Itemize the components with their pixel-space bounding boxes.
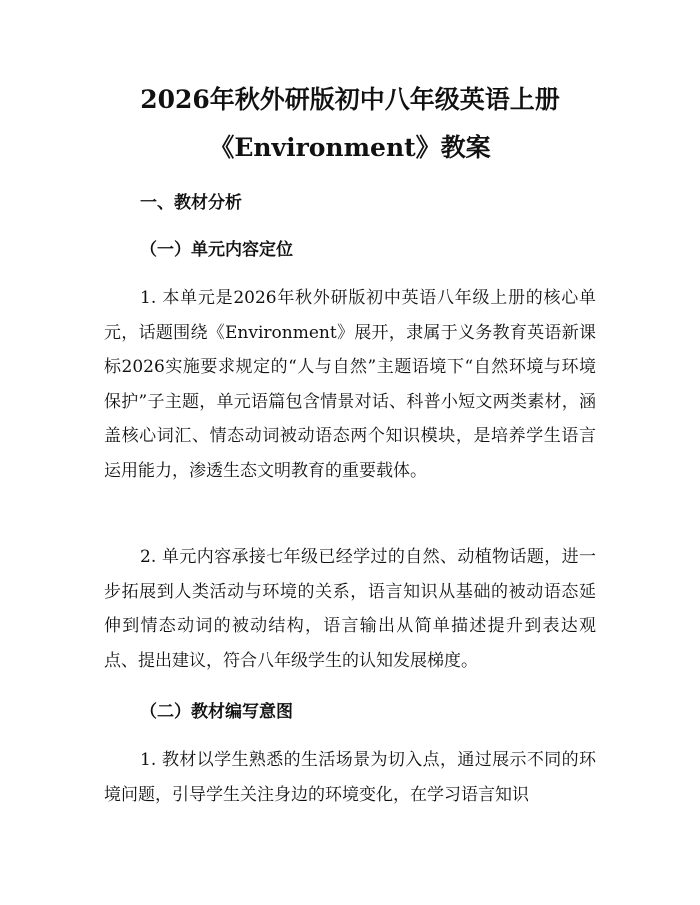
section-heading-textbook-analysis: 一、教材分析 <box>140 193 242 213</box>
paragraph-compilation-intent-1: 1. 教材以学生熟悉的生活场景为切入点，通过展示不同的环境问题，引导学生关注身边的环境变化，在学习语言知识 <box>104 750 596 805</box>
document-title-line-2: 《Environment》教案 <box>209 133 491 162</box>
subsection-heading-compilation-intent: （二）教材编写意图 <box>140 702 293 722</box>
paragraph-unit-positioning-1: 1. 本单元是2026年秋外研版初中英语八年级上册的核心单元，话题围绕《Environment》展开，隶属于义务教育英语新课标2026实施要求规定的“人与自然”主题语境下“自然环境与环境保护”子主题，单元语篇包含情景对话、科普小短文两类素材，涵盖核心词汇、情态动词被动语态两个知识模块，是培养学生语言运用能力，渗透生态文明教育的重要载体。 <box>104 288 596 481</box>
paragraph-unit-positioning-2: 2. 单元内容承接七年级已经学过的自然、动植物话题，进一步拓展到人类活动与环境的关系，语言知识从基础的被动语态延伸到情态动词的被动结构，语言输出从简单描述提升到表达观点、提出建议，符合八年级学生的认知发展梯度。 <box>104 547 596 671</box>
subsection-heading-unit-positioning: （一）单元内容定位 <box>140 240 293 260</box>
document-title-line-1: 2026年秋外研版初中八年级英语上册 <box>140 85 560 114</box>
